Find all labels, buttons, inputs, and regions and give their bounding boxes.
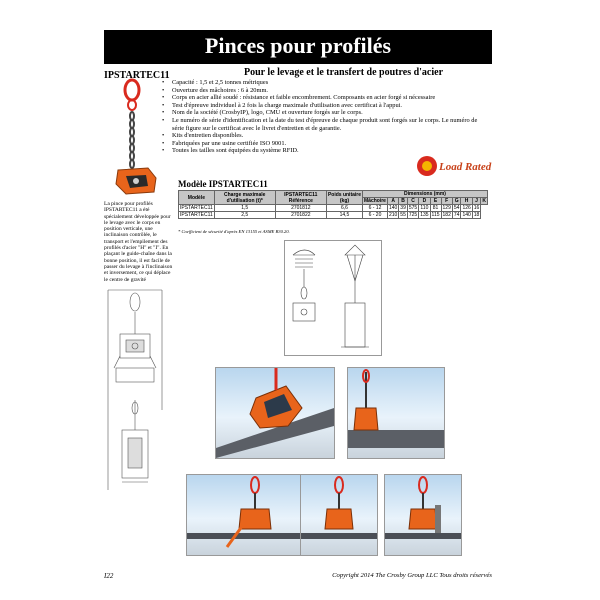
feature-item: • Ouverture des mâchoires : 6 à 20mm.	[162, 87, 478, 95]
model-heading: IPSTARTEC11	[104, 70, 170, 81]
col-header: D	[419, 198, 430, 205]
feature-item: • Fabriquées par une usine certifiée ISO 9001.	[162, 140, 478, 148]
technical-drawing-left	[100, 290, 170, 500]
table-cell: 210	[388, 212, 398, 218]
col-header: K	[482, 198, 486, 204]
table-cell: IPSTARTEC11	[180, 205, 213, 211]
col-header: Charge maximale d'utilisation (t)*	[214, 191, 275, 205]
feature-item: • Nom de la société (CrosbyIP), logo, CMU et ouverture forgés sur le corps.	[162, 109, 478, 117]
table-cell: 18	[473, 212, 480, 218]
table-cell: 140	[462, 212, 471, 218]
col-header: J	[472, 198, 481, 205]
table-cell: 14,5	[326, 212, 362, 219]
col-header: A	[387, 198, 398, 205]
feature-list	[162, 79, 478, 155]
table-cell: 74	[453, 212, 460, 218]
feature-item: • Test d'épreuve individuel à 2 fois la charge maximale d'utilisation avec certificat à l'appui.	[162, 102, 478, 110]
spec-table	[178, 190, 488, 219]
logo-text: Load Rated	[439, 161, 492, 173]
table-cell: 1,5	[214, 205, 275, 212]
col-header: Poids unitaire (kg)	[327, 191, 361, 204]
feature-item: • Le numéro de série d'identification et la date du test d'épreuve de chaque produit sont forgés sur le corps. Le numéro de série figure sur le certificat avec le livret d'entretien et de garantie.	[162, 117, 478, 132]
table-cell: 81	[430, 205, 441, 212]
table-cell: 110	[420, 205, 429, 211]
application-photo-5	[384, 474, 462, 556]
col-header: Modèle	[179, 191, 215, 205]
col-header: G	[452, 198, 461, 205]
table-cell: 54	[453, 205, 460, 211]
table-cell: 725	[408, 212, 418, 218]
table-cell: 126	[462, 205, 471, 211]
table-footnote: * Coefficient de sécurité d'après EN 13155 et ASME B30.20.	[178, 229, 290, 234]
page-title: Pinces pour profilés	[204, 33, 392, 58]
table-cell: 6,6	[326, 205, 362, 212]
table-cell: 6 - 12	[363, 205, 388, 212]
table-row	[179, 205, 488, 212]
application-photo-2	[347, 367, 445, 459]
table-title: Modèle IPSTARTEC11	[178, 179, 268, 189]
title-banner	[104, 30, 492, 64]
col-header: Mâchoire	[364, 198, 386, 204]
col-header: C	[407, 198, 418, 205]
dimension-drawing	[284, 240, 382, 356]
table-cell: 2701812	[275, 205, 326, 212]
table-cell: 16	[473, 205, 480, 211]
product-description: La pince pour profilés IPSTARTEC11 a été spécialement développée pour le levage avec le corps en position verticale, une inclinaison contrôlée, le transport et l'empilement des profilés d'acier "H" et "I". En plaçant le guide-chaîne dans la bonne position, il est facile de passer du levage à l'inclinaison et inversement, ce qui déplace le centre de gravité	[104, 201, 173, 283]
feature-item: • Capacité : 1,5 et 2,5 tonnes métriques	[162, 79, 478, 87]
table-cell: 140	[388, 205, 398, 211]
section-subtitle: Pour le levage et le transfert de poutres d'acier	[244, 67, 444, 78]
table-cell: 182	[442, 212, 451, 218]
table-cell: 115	[431, 212, 440, 218]
table-cell: 2701822	[275, 212, 326, 219]
table-cell: 6 - 20	[363, 212, 388, 219]
application-photo-1	[215, 367, 335, 459]
feature-item: • Corps en acier allié soudé : résistance et faible encombrement. Composants en acier forgé si nécessaire	[162, 94, 478, 102]
col-header: F	[441, 198, 452, 205]
application-photo-4	[300, 474, 378, 556]
col-header: B	[399, 198, 408, 205]
feature-item: • Toutes les tailles sont équipées du système RFID.	[162, 147, 478, 155]
load-rated-logo	[416, 153, 492, 179]
table-cell: 135	[420, 212, 429, 218]
col-header: E	[430, 198, 441, 205]
page-number: I22	[104, 572, 114, 580]
col-header: H	[461, 198, 472, 205]
table-cell: 2,5	[214, 212, 275, 219]
table-cell: IPSTARTEC11	[180, 212, 213, 218]
table-cell: 39	[400, 205, 406, 211]
col-header: Dimensions (mm)	[363, 191, 488, 198]
product-image	[108, 78, 168, 200]
application-photo-3	[186, 474, 306, 556]
table-row	[179, 212, 488, 219]
col-header: IPSTARTEC11 Référence	[275, 191, 326, 205]
table-cell: 575	[408, 205, 418, 211]
copyright: Copyright 2014 The Crosby Group LLC Tous droits réservés	[332, 572, 492, 579]
feature-item: • Kits d'entretien disponibles.	[162, 132, 478, 140]
table-cell: 129	[442, 205, 451, 211]
table-cell: 55	[400, 212, 406, 218]
